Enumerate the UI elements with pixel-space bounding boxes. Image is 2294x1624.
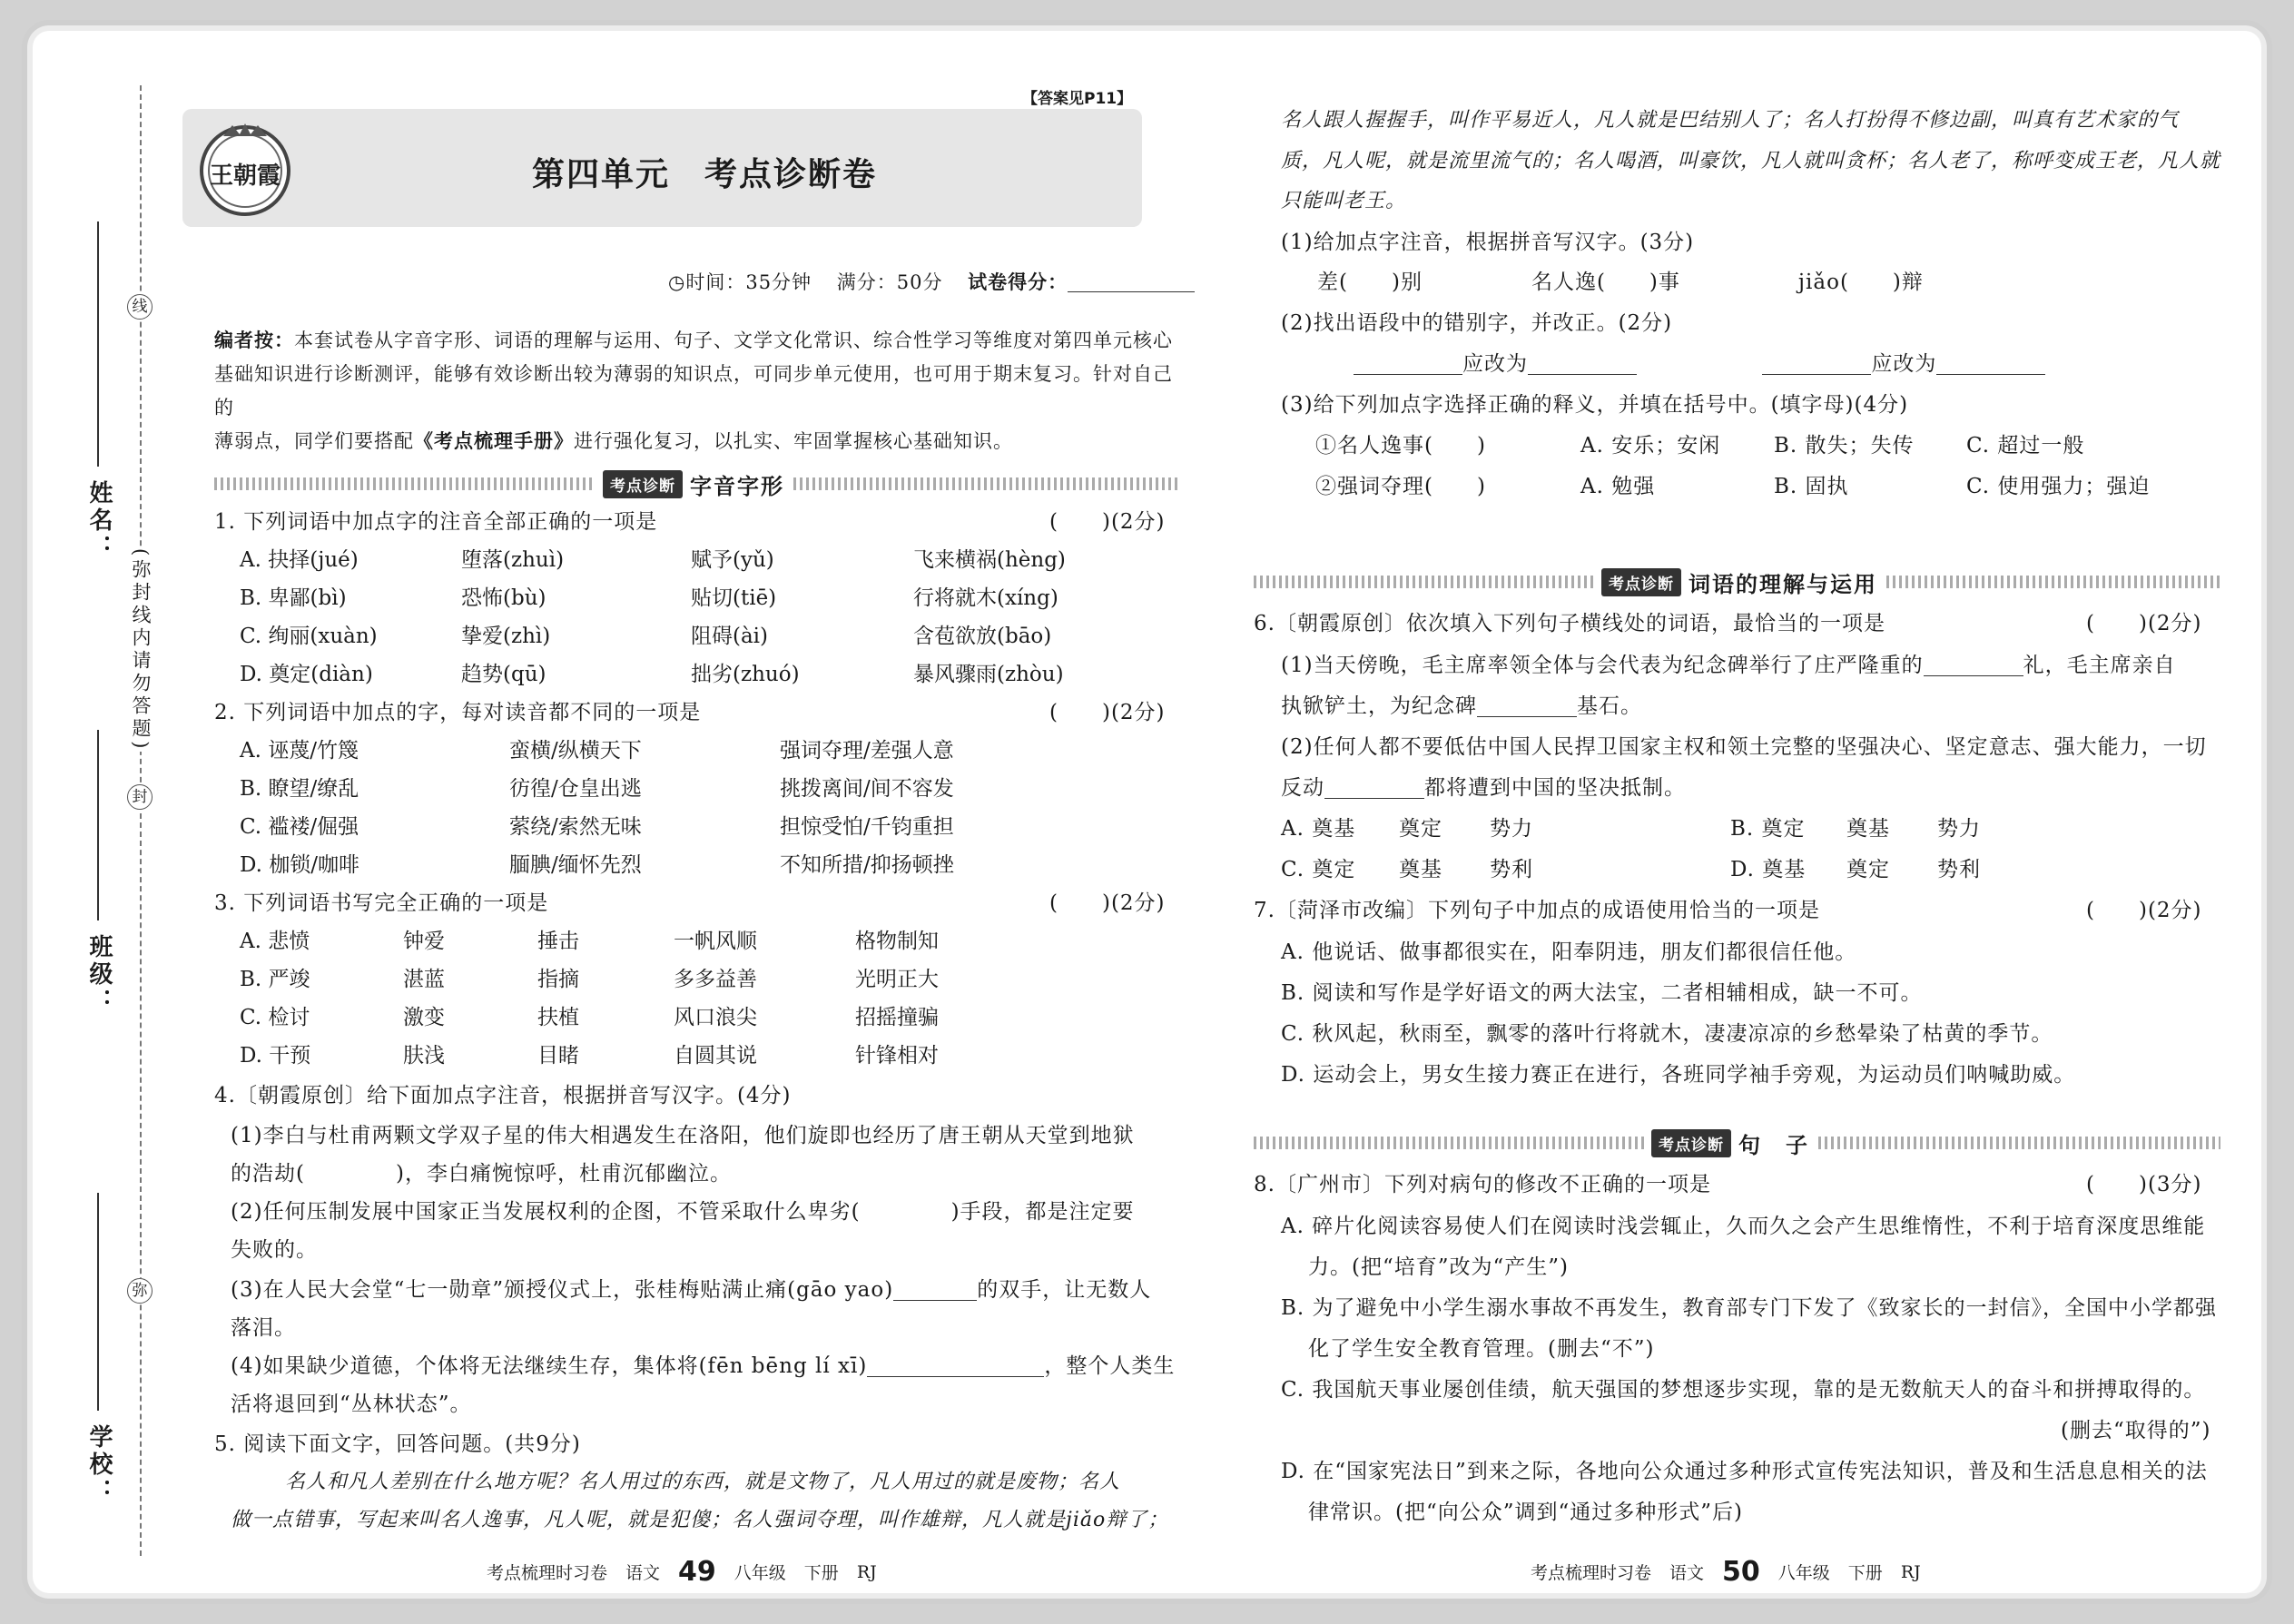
exam-sheet: 线 封 弥 (弥封线内请勿答题) 姓名： 班级： 学校： 【答案见P11】 王朝霞 第四单元 考点诊断卷 ◷时间：35分钟 满分：50分 试卷得分： 编者按：本套试卷从字音字形、词语的理解与运用、句子、文学文化常识、综合性学习等维度对第四单元核心 基础知识进行诊断测评，能够有效诊断出较为薄弱的知识点，可同步单元使用，也可用于期末复习。针对自己的 薄弱点，同学们要搭配《考点梳理手册》进行强化复习，以扎实、牢固掌握核心基础知识。 考点诊断 字音字形 1. 下列词语中加点字的注音全部正确的一项是 ( )(2分) A. 抉择(jué) 堕落(zhuì) 赋予(yǔ) 飞来横祸(hèng) B. 卑鄙(bì) 恐怖(bù) 贴切(tiē) 行将就木(xíng) C. 绚丽(xuàn) 挚爱(zhì) 阻碍(ài) 含苞欲放(bāo) D. 奠定(diàn) 趋势(qū) 拙劣(zhuó) 暴风骤雨(zhòu) 2. 下列词语中加点的字，每对读音都不同的一项是 ( )(2分) A. 诬蔑/竹篾 蛮横/纵横天下 强词夺理/差强人意 B. 瞭望/缭乱 彷徨/仓皇出逃 挑拨离间/间不容发 C. 褴褛/倔强 萦绕/索然无味 担惊受怕/千钧重担 D. 枷锁/咖啡 腼腆/缅怀先烈 不知所措/抑扬顿挫 3. 下列词语书写完全正确的一项是 ( )(2分) A. 悲愤 钟爱 捶击 一帆风顺 格物制知 B. 严竣 湛蓝 指摘 多多益善 光明正大 C. 检讨 激变 扶植 风口浪尖 招摇撞骗 D. 干预 肤浅 目睹 自圆其说 针锋相对 4.〔朝霞原创〕给下面加点字注音，根据拼音写汉字。(4分) (1)李白与杜甫两颗文学双子星的伟大相遇发生在洛阳，他们旋即也经历了唐王朝从天堂到地狱 的浩劫( )，李白痛惋惊呼，杜甫沉郁幽泣。 (2)任何压制发展中国家正当发展权利的企图，不管采取什么卑劣( )手段，都是注定要 失败的。 (3)在人民大会堂“七一勋章”颁授仪式上，张桂梅贴满止痛(gāo yao) 的双手，让无数人 落泪。 (4)如果缺少道德，个体将无法继续生存，集体将(fēn bēng lí xī) ，整个人类生 活将退回到“丛林状态”。 5. 阅读下面文字，回答问题。(共9分) 名人和凡人差别在什么地方呢？名人用过的东西，就是文物了，凡人用过的就是废物；名人 做一点错事，写起来叫名人逸事，凡人呢，就是犯傻；名人强词夺理，叫作雄辩，凡人就是jiǎo辩了； 考点梳理时习卷 语文 49 八年级 下册 RJ 名人跟人握握手，叫作平易近人，凡人就是巴结别人了；名人打扮得不修边副，叫真有艺术家的气 质，凡人呢，就是流里流气的；名人喝酒，叫豪饮，凡人就叫贪杯；名人老了，称呼变成王老，凡人就 只能叫老王。 (1)给加点字注音，根据拼音写汉字。(3分) 差( )别 名人逸( )事 jiǎo( )辩 (2)找出语段中的错别字，并改正。(2分) 应改为 应改为 (3)给下列加点字选择正确的释义，并填在括号中。(填字母)(4分) ①名人逸事( ) A. 安乐；安闲 B. 散失；失传 C. 超过一般 ②强词夺理( ) A. 勉强 B. 固执 C. 使用强力；强迫 考点诊断 词语的理解与运用 6.〔朝霞原创〕依次填入下列句子横线处的词语，最恰当的一项是 ( )(2分) (1)当天傍晚，毛主席率领全体与会代表为纪念碑举行了庄严隆重的 礼，毛主席亲自 执锨铲土，为纪念碑 基石。 (2)任何人都不要低估中国人民捍卫国家主权和领土完整的坚强决心、坚定意志、强大能力，一切 反动 都将遭到中国的坚决抵制。 A. 奠基 奠定 势力 B. 奠定 奠基 势力 C. 奠定 奠基 势利 D. 奠基 奠定 势利 7.〔菏泽市改编〕下列句子中加点的成语使用恰当的一项是 ( )(2分) A. 他说话、做事都很实在，阳奉阴违，朋友们都很信任他。 B. 阅读和写作是学好语文的两大法宝，二者相辅相成，缺一不可。 C. 秋风起，秋雨至，飘零的落叶行将就木，凄凄凉凉的乡愁晕染了枯黄的季节。 D. 运动会上，男女生接力赛正在进行，各班同学袖手旁观，为运动员们呐喊助威。 考点诊断 句 子 8.〔广州市〕下列对病句的修改不正确的一项是 ( )(3分) A. 碎片化阅读容易使人们在阅读时浅尝辄止，久而久之会产生思维惰性，不利于培育深度思维能 力。(把“培育”改为“产生”) B. 为了避免中小学生溺水事故不再发生，教育部专门下发了《致家长的一封信》，全国中小学都强 化了学生安全教育管理。(删去“不”) C. 我国航天事业屡创佳绩，航天强国的梦想逐步实现，靠的是无数航天人的奋斗和拼搏取得的。 (删去“取得的”) D. 在“国家宪法日”到来之际，各地向公众通过多种形式宣传宪法知识，普及和生活息息相关的法 律常识。(把“向公众”调到“通过多种形式”后) 考点梳理时习卷 语文 50 八年级 下册 RJ [33, 31, 2261, 1593]
q6-answer[interactable]: ( )(2分) [2086, 612, 2202, 635]
answer-ref: 【答案见P11】 [1022, 90, 1133, 108]
q6-stem: 6.〔朝霞原创〕依次填入下列句子横线处的词语，最恰当的一项是 [1254, 612, 1885, 635]
exam-info: ◷时间：35分钟 满分：50分 试卷得分： [668, 272, 1195, 292]
q1-c1[interactable]: C. 绚丽(xuàn) [240, 625, 378, 648]
q1-d1[interactable]: D. 奠定(diàn) [240, 663, 373, 686]
q1-a1[interactable]: A. 抉择(jué) [240, 548, 359, 572]
q8-stem: 8.〔广州市〕下列对病句的修改不正确的一项是 [1254, 1173, 1711, 1196]
q4-blank-4[interactable] [867, 1357, 1044, 1377]
clock-icon: ◷ [668, 271, 686, 293]
q8-answer[interactable]: ( )(3分) [2086, 1173, 2202, 1196]
q3-answer[interactable]: ( )(2分) [1049, 891, 1166, 915]
seal-xian: 线 [127, 294, 153, 320]
q1-answer[interactable]: ( )(2分) [1049, 510, 1166, 534]
svg-text:王朝霞: 王朝霞 [209, 162, 281, 190]
section-header-ju: 考点诊断 句 子 [1254, 1129, 2220, 1156]
q3-stem: 3. 下列词语书写完全正确的一项是 [214, 891, 549, 915]
q1-b1[interactable]: B. 卑鄙(bì) [240, 586, 347, 610]
binding-note: (弥封线内请勿答题) [127, 548, 154, 752]
section-header-ci: 考点诊断 词语的理解与运用 [1254, 568, 2220, 595]
page-title: 第四单元 考点诊断卷 [532, 156, 878, 193]
q4-blank-1[interactable] [305, 1165, 396, 1185]
name-field[interactable]: 姓名： [83, 221, 113, 603]
publisher-seal-logo [196, 120, 294, 218]
q7-answer[interactable]: ( )(2分) [2086, 899, 2202, 922]
q4-stem: 4.〔朝霞原创〕给下面加点字注音，根据拼音写汉字。(4分) [214, 1084, 792, 1107]
class-field[interactable]: 班级： [83, 730, 113, 1029]
q5-s1-items[interactable]: 差( )别 名人逸( )事 jiǎo( )辩 [1317, 271, 1924, 294]
footer-right: 考点梳理时习卷 语文 50 八年级 下册 RJ [1531, 1556, 1921, 1588]
q5-s2-blanks[interactable]: 应改为 应改为 [1354, 354, 2045, 375]
q2-stem: 2. 下列词语中加点的字，每对读音都不同的一项是 [214, 701, 702, 724]
q1-stem: 1. 下列词语中加点字的注音全部正确的一项是 [214, 510, 658, 534]
q4-blank-2[interactable] [861, 1203, 951, 1223]
q4-blank-3[interactable] [893, 1281, 977, 1301]
section-header-zi: 考点诊断 字音字形 [214, 470, 1181, 497]
seal-mi: 弥 [127, 1278, 153, 1304]
footer-left: 考点梳理时习卷 语文 49 八年级 下册 RJ [487, 1556, 877, 1588]
q5-stem: 5. 阅读下面文字，回答问题。(共9分) [214, 1432, 581, 1456]
q7-stem: 7.〔菏泽市改编〕下列句子中加点的成语使用恰当的一项是 [1254, 899, 1820, 922]
q2-answer[interactable]: ( )(2分) [1049, 701, 1166, 724]
score-input[interactable] [1068, 272, 1195, 292]
school-field[interactable]: 学校： [83, 1193, 113, 1538]
editor-note: 编者按：本套试卷从字音字形、词语的理解与运用、句子、文学文化常识、综合性学习等维度对第四单元核心 基础知识进行诊断测评，能够有效诊断出较为薄弱的知识点，可同步单元使用，也可用于期末复习。针对自己的 薄弱点，同学们要搭配《考点梳理手册》进行强化复习，以扎实、牢固掌握核心基础知识。 [214, 329, 1173, 452]
seal-feng: 封 [127, 784, 153, 810]
